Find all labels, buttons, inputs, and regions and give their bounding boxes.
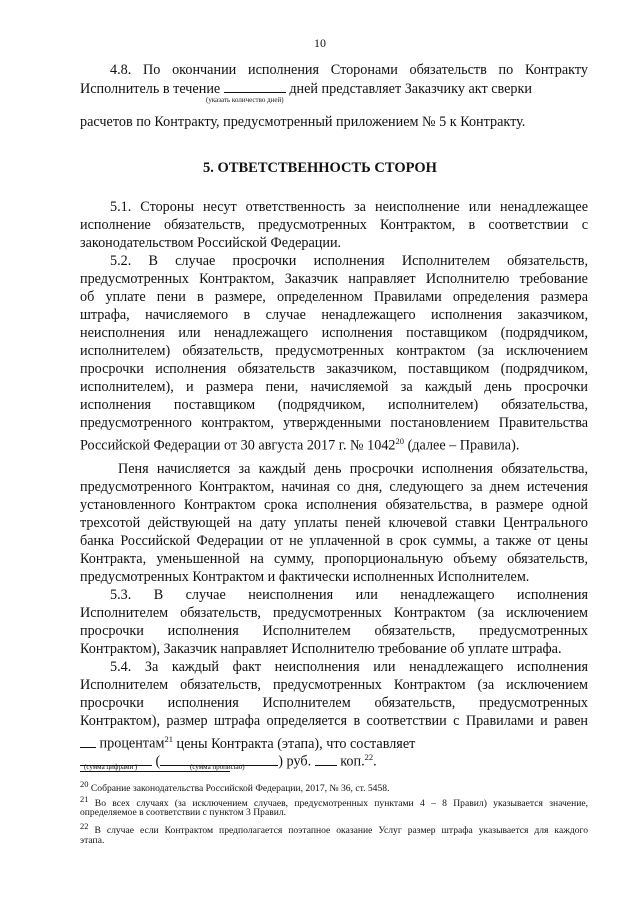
percent-label: процентам <box>99 735 165 752</box>
body-line: 5.1. Стороны несут ответственность за неисполнение или ненадлежащее <box>110 199 588 215</box>
body-line: 5.3. В случае неисполнения или ненадлежащего исполнения <box>110 587 588 603</box>
footnote-mark: 20 <box>80 779 89 789</box>
kop-label: коп. <box>336 753 365 770</box>
page-number: 10 <box>314 36 326 50</box>
footnote-separator <box>80 771 230 772</box>
footnote-ref-20: 20 <box>395 436 405 446</box>
body-line: Контрактом), Заказчик направляет Исполнителю требование об уплате штрафа. <box>80 641 562 657</box>
clause-4-8-line-2 <box>80 80 588 97</box>
body-line: 5.2. В случае просрочки исполнения Исполнителем обязательств, <box>110 253 588 269</box>
section-title: 5. ОТВЕТСТВЕННОСТЬ СТОРОН <box>203 160 437 176</box>
body-line: установленного Контрактом срока исполнения обязательства, в размере одной <box>80 497 588 513</box>
clause-4-8-line-3: расчетов по Контракту, предусмотренный приложением № 5 к Контракту. <box>80 114 526 130</box>
body-line: 5.4. За каждый факт неисполнения или ненадлежащего исполнения <box>110 659 588 675</box>
body-line: Пеня начисляется за каждый день просрочки исполнения обязательства, <box>118 461 588 477</box>
body-line: исполнителем) обязательств, предусмотренных контрактом (за исключением <box>80 343 588 359</box>
footnote-21-cont: определяемое в соответствии с пунктом 3 Правил. <box>80 807 287 818</box>
clause-4-8-line-1: 4.8. По окончании исполнения Сторонами обязательств по Контракту <box>110 62 588 78</box>
sum-digits-hint: (сумма цифрами ) <box>84 763 138 771</box>
body-line: предусмотренных Контрактом, Заказчик направляет Исполнителю требование <box>80 271 588 287</box>
decree-tail: (далее – Правила). <box>404 437 520 454</box>
clause-4-8-text-b: дней представляет Заказчику акт сверки <box>289 81 533 97</box>
body-line: законодательством Российской Федерации. <box>80 235 342 251</box>
body-line: неисполнения или ненадлежащего исполнения поставщиком (подрядчиком, <box>80 325 588 341</box>
body-line: предусмотренного Контрактом, начиная со дня, следующего за днем истечения <box>80 479 588 495</box>
body-line: просрочки исполнения обязательств заказчиком, поставщиком (подрядчиком, <box>80 361 588 377</box>
body-line: исполнителем), и размера пени, начисляемой за каждый день просрочки <box>80 379 588 395</box>
body-line: предусмотренного контрактом, утвержденными постановлением Правительства <box>80 415 588 431</box>
body-line: об уплате пени в размере, определенном Правилами определения размера <box>80 289 588 305</box>
rub-label: ) руб. <box>278 753 315 770</box>
body-line-decree <box>80 433 588 454</box>
days-blank <box>224 80 286 93</box>
footnote-mark: 22 <box>80 821 89 831</box>
body-line: штрафа, начисляемого в случае ненадлежащего исполнения заказчиком, <box>80 307 588 323</box>
body-line: исполнение обязательств, предусмотренных Контрактом, в соответствии с <box>80 217 588 233</box>
body-line: Контракта, уменьшенной на сумму, пропорциональную объему обязательств, <box>80 551 588 567</box>
clause-4-8-text-a: Исполнитель в течение <box>80 81 221 97</box>
body-line: исполнения поставщиком (подрядчиком, исполнителем) обязательства, <box>80 397 588 413</box>
open-paren: ( <box>155 753 161 770</box>
percent-rest: цены Контракта (этапа), что составляет <box>176 735 416 752</box>
body-line: банка Российской Федерации от не уплаченной в срок суммы, а также от цены <box>80 533 588 549</box>
body-line: Исполнителем обязательств, предусмотренных Контрактом (за исключением <box>80 605 588 621</box>
footnote-22-cont: этапа. <box>80 835 105 846</box>
final-dot: . <box>373 753 377 770</box>
days-hint: (указать количество дней) <box>206 96 284 104</box>
decree-text: Российской Федерации от 30 августа 2017 г. № 1042 <box>80 437 396 454</box>
body-line: просрочки исполнения Исполнителем обязательств, предусмотренных <box>80 623 588 639</box>
penalty-amount-line <box>80 749 588 770</box>
footnote-text: Во всех случаях (за исключением случаев, предусмотренных пунктами 4 – 8 Правил) указывается значение, <box>88 798 588 810</box>
footnote-text: Собрание законодательства Российской Федерации, 2017, № 36, ст. 5458. <box>88 783 390 795</box>
footnote-text: В случае если Контрактом предполагается поэтапное оказание Услуг размер штрафа указывается для каждого <box>88 825 588 837</box>
body-line: Контрактом), размер штрафа определяется в соответствии с Правилами и равен <box>80 713 588 729</box>
body-line: просрочки исполнения Исполнителем обязательств, предусмотренных <box>80 695 588 711</box>
body-line: трехсотой действующей на дату уплаты пеней ключевой ставки Центрального <box>80 515 588 531</box>
body-line: предусмотренных Контрактом и фактически исполненных Исполнителем. <box>80 569 530 585</box>
sum-words-hint: (сумма прописью) <box>190 763 245 771</box>
footnote-mark: 21 <box>80 794 89 804</box>
footnote-ref-22: 22 <box>364 752 374 762</box>
body-line: Исполнителем обязательств, предусмотренных Контрактом (за исключением <box>80 677 588 693</box>
percent-blank <box>80 735 96 748</box>
kop-blank <box>315 753 337 766</box>
footnote-ref-21: 21 <box>164 734 173 744</box>
